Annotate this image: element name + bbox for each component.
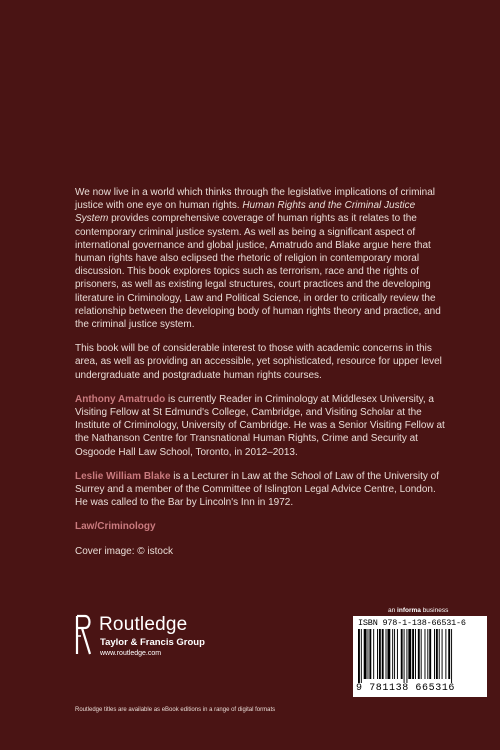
informa-name: informa xyxy=(397,607,421,614)
barcode-bar xyxy=(412,629,414,679)
publisher-url: www.routledge.com xyxy=(100,650,162,657)
barcode-bar xyxy=(358,629,360,683)
barcode-bar xyxy=(436,629,438,679)
author-bio-1 xyxy=(75,393,447,459)
barcode-bar xyxy=(448,629,450,679)
publisher-logo xyxy=(75,610,275,660)
barcode-bar xyxy=(421,629,422,679)
isbn-label: ISBN 978-1-138-66531-6 xyxy=(358,618,466,628)
cover-credit: Cover image: © istock xyxy=(75,545,173,557)
barcode-bar xyxy=(364,629,367,679)
barcode-bar xyxy=(377,629,378,679)
barcode-bar xyxy=(406,629,407,683)
barcode-bar xyxy=(397,629,398,679)
informa-suffix: business xyxy=(420,607,449,614)
author-bio-text: is currently Reader in Criminology at Middlesex University, a Visiting Fellow at St Edmund's College, Cambridge, and Visiting Scholar at the Institute of Criminology, University of Cambridge. He was a Senior Visiting Fellow at the Nathanson Centre for Transnational Human Rights, Crime and Security at Osgoode Hall Law School, Toronto, in 2012–2013. xyxy=(75,393,445,458)
blurb-text-b: provides comprehensive coverage of human rights as it relates to the contemporary criminal justice system. As well as being a significant aspect of international governance and global justice, Amatrudo and Blake argue here that human rights have also eclipsed the rhetoric of religion in contemporary moral discussion. This book explores topics such as terrorism, race and the rights of prisoners, as well as existing legal structures, court practices and the developing literature in Criminology, Law and Political Science, in order to critically review the relationship between the developing body of human rights theory and practice, and the criminal justice system. xyxy=(75,213,441,331)
ebook-note: Routledge titles are available as eBook editions in a range of digital formats xyxy=(75,707,276,713)
barcode-bar xyxy=(361,629,362,683)
informa-prefix: an xyxy=(388,607,398,614)
author-bio-2 xyxy=(75,470,447,510)
barcode-bar xyxy=(392,629,393,679)
barcode-bar xyxy=(439,629,440,679)
author-bio-text: is a Lecturer in Law at the School of Law of the University of Surrey and a member of the Committee of Islington Legal Advice Centre, London. He was called to the Bar by Lincoln's Inn in 1972. xyxy=(75,470,439,509)
blurb-paragraph-2: This book will be of considerable interest to those with academic concerns in this area, as well as providing an accessible, yet sophisticated, resource for upper level undergraduate and postgraduate human rights courses. xyxy=(75,343,442,381)
barcode-bar xyxy=(418,629,420,679)
publisher-name: Routledge xyxy=(99,614,188,635)
barcode-bar xyxy=(386,629,387,679)
author-name: Anthony Amatrudo xyxy=(75,393,166,405)
informa-business-label xyxy=(388,607,448,614)
routledge-r-icon xyxy=(75,614,93,656)
barcode-bar xyxy=(382,629,384,679)
publisher-group: Taylor & Francis Group xyxy=(100,637,205,648)
barcode-bar xyxy=(373,629,374,679)
barcode-bar xyxy=(427,629,428,679)
barcode-bar xyxy=(425,629,426,679)
barcode-bar xyxy=(445,629,446,679)
barcode-bar xyxy=(415,629,416,679)
barcode-bar xyxy=(404,629,405,683)
barcode-bar xyxy=(401,629,403,679)
barcode-panel xyxy=(353,616,487,697)
barcode-bar xyxy=(369,629,371,679)
subject-category: Law/Criminology xyxy=(75,521,156,533)
barcode-bar xyxy=(434,629,435,679)
barcode-bar xyxy=(429,629,431,679)
ean-digits: 9 781138 665316 xyxy=(356,683,456,694)
barcode-bar xyxy=(379,629,381,679)
barcode-bar xyxy=(408,629,411,679)
barcode-icon xyxy=(358,629,482,683)
barcode-bar xyxy=(442,629,443,679)
author-name: Leslie William Blake xyxy=(75,470,171,482)
barcode-bar xyxy=(368,629,369,679)
blurb-text-a: We now live in a world which thinks through the legislative implications of criminal justice with one eye on human rights. xyxy=(75,187,435,212)
book-title: Human Rights and the Criminal Justice System xyxy=(75,200,416,225)
blurb-paragraph-1 xyxy=(75,186,447,331)
barcode-bar xyxy=(451,629,452,683)
barcode-bar xyxy=(387,629,390,679)
barcode-bar xyxy=(394,629,395,679)
back-cover-text xyxy=(75,186,447,569)
